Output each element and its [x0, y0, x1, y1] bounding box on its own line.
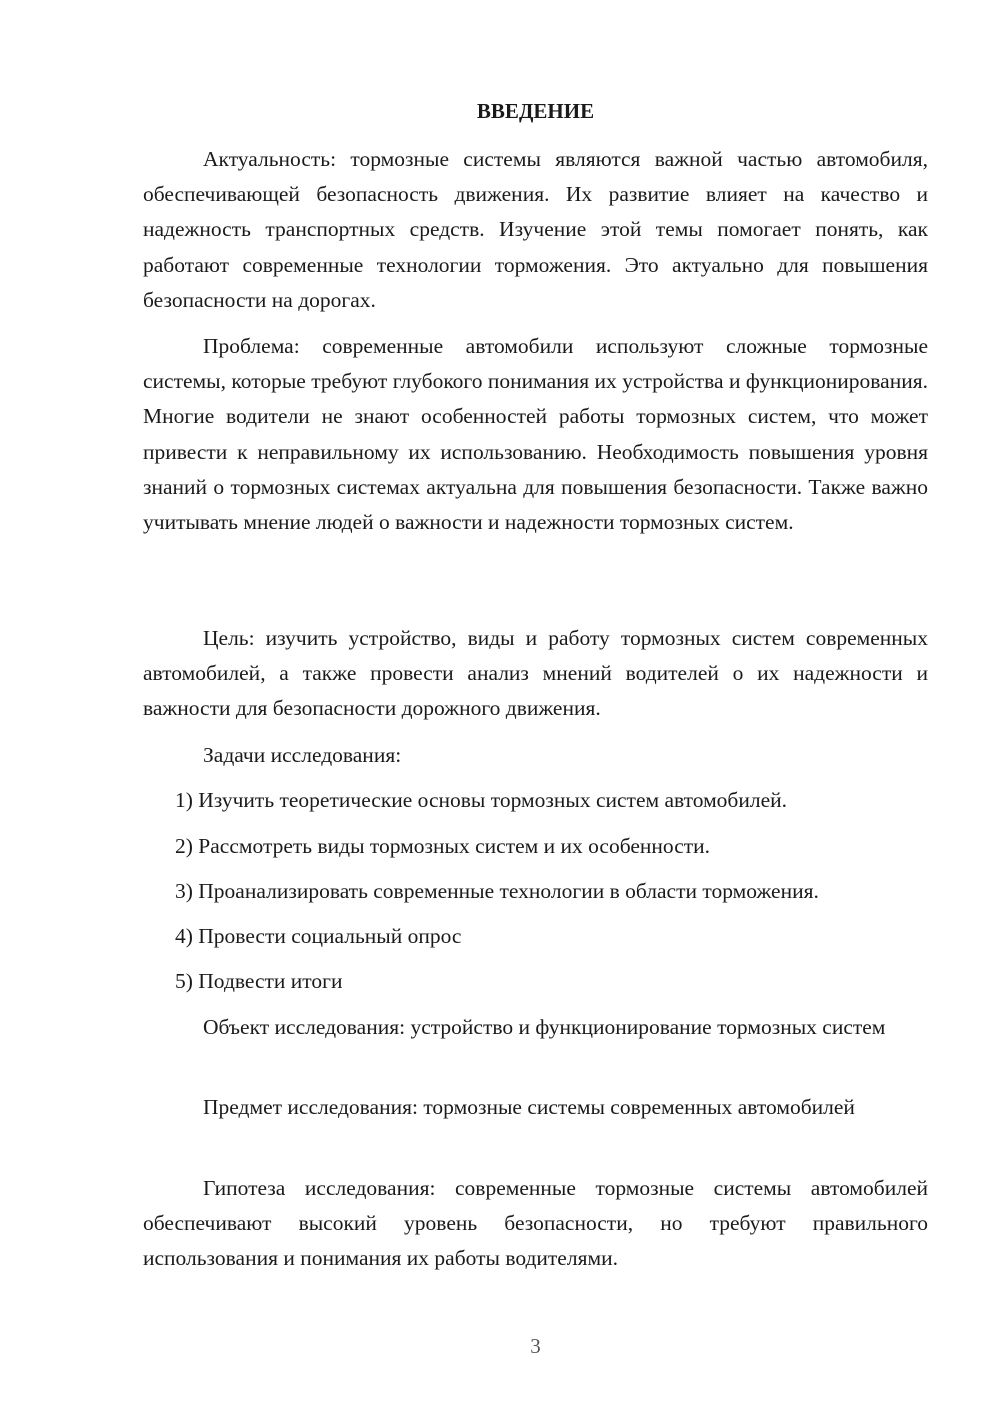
subject-paragraph: Предмет исследования: тормозные системы современных автомобилей: [203, 1095, 855, 1119]
task-item-5: 5) Подвести итоги: [175, 969, 343, 993]
relevance-paragraph: Актуальность: тормозные системы являются важной частью автомобиля, обеспечивающей безопасность движения. Их развитие влияет на качество и надежность транспортных средств. Изучение этой темы помогает понять, как работают современные технологии торможения. Это актуально для повышения безопасности на дорогах.: [143, 147, 928, 312]
hypothesis-paragraph: Гипотеза исследования: современные тормозные системы автомобилей обеспечивают высокий уровень безопасности, но требуют правильного использования и понимания их работы водителями.: [143, 1176, 928, 1271]
task-item-1: 1) Изучить теоретические основы тормозных систем автомобилей.: [175, 788, 788, 812]
page-number: 3: [530, 1334, 541, 1358]
tasks-title: Задачи исследования:: [203, 743, 402, 767]
goal-paragraph: Цель: изучить устройство, виды и работу тормозных систем современных автомобилей, а также провести анализ мнений водителей о их надежности и важности для безопасности дорожного движения.: [143, 626, 928, 721]
object-paragraph: Объект исследования: устройство и функционирование тормозных систем: [203, 1015, 886, 1039]
task-item-2: 2) Рассмотреть виды тормозных систем и их особенности.: [175, 834, 711, 858]
task-item-3: 3) Проанализировать современные технологии в области торможения.: [175, 879, 819, 903]
section-heading: ВВЕДЕНИЕ: [476, 99, 595, 123]
problem-paragraph: Проблема: современные автомобили используют сложные тормозные системы, которые требуют глубокого понимания их устройства и функционирования. Многие водители не знают особенностей работы тормозных систем, что может привести к неправильному их использованию. Необходимость повышения уровня знаний о тормозных системах актуальна для повышения безопасности. Также важно учитывать мнение людей о важности и надежности тормозных систем.: [143, 334, 928, 535]
task-item-4: 4) Провести социальный опрос: [175, 924, 462, 948]
